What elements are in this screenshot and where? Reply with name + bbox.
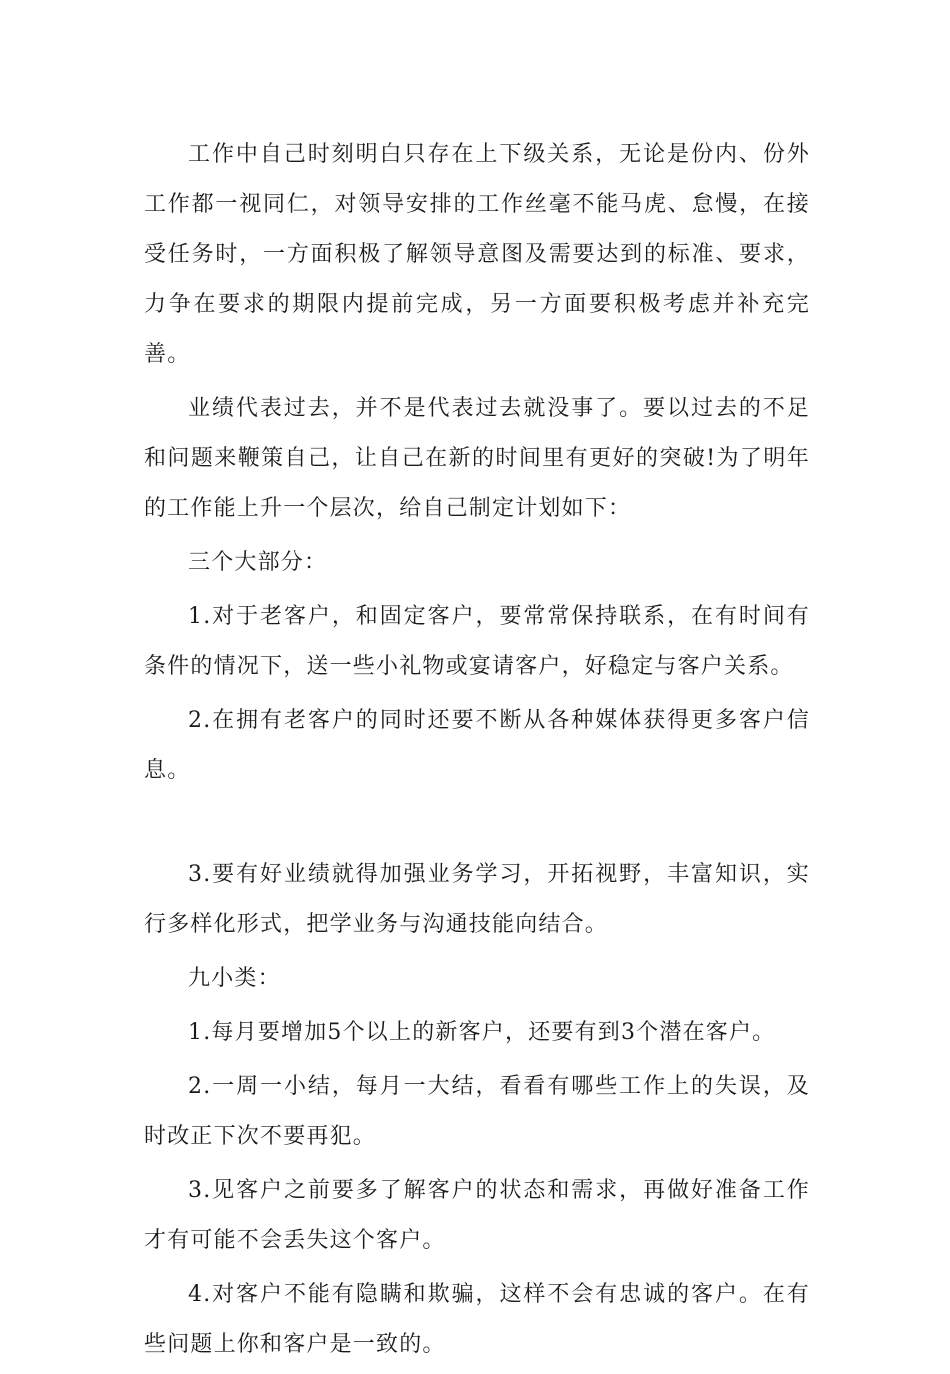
document-body (144, 130, 810, 1374)
paragraph-performance-plan: 业绩代表过去，并不是代表过去就没事了。要以过去的不足和问题来鞭策自己，让自己在新的时间里有更好的突破!为了明年的工作能上升一个层次，给自己制定计划如下： (144, 396, 810, 521)
heading-three-parts: 三个大部分： (188, 550, 328, 575)
list-item-category-1: 1.每月要增加5个以上的新客户，还要有到3个潜在客户。 (188, 1020, 776, 1045)
list-item-category-3: 3.见客户之前要多了解客户的状态和需求，再做好准备工作才有可能不会丢失这个客户。 (144, 1178, 810, 1253)
list-item-part-2: 2.在拥有老客户的同时还要不断从各种媒体获得更多客户信息。 (144, 708, 810, 783)
list-item-part-1: 1.对于老客户，和固定客户，要常常保持联系，在有时间有条件的情况下，送一些小礼物或宴请客户，好稳定与客户关系。 (144, 604, 810, 679)
paragraph-work-attitude: 工作中自己时刻明白只存在上下级关系，无论是份内、份外工作都一视同仁，对领导安排的工作丝毫不能马虎、怠慢，在接受任务时，一方面积极了解领导意图及需要达到的标准、要求，力争在要求的期限内提前完成，另一方面要积极考虑并补充完善。 (144, 142, 810, 367)
list-item-category-4: 4.对客户不能有隐瞒和欺骗，这样不会有忠诚的客户。在有些问题上你和客户是一致的。 (144, 1282, 810, 1357)
list-item-part-3: 3.要有好业绩就得加强业务学习，开拓视野，丰富知识，实行多样化形式，把学业务与沟通技能向结合。 (144, 862, 810, 937)
list-item-category-2: 2.一周一小结，每月一大结，看看有哪些工作上的失误，及时改正下次不要再犯。 (144, 1074, 810, 1149)
heading-nine-categories: 九小类： (188, 966, 281, 991)
blank-line (144, 800, 810, 850)
